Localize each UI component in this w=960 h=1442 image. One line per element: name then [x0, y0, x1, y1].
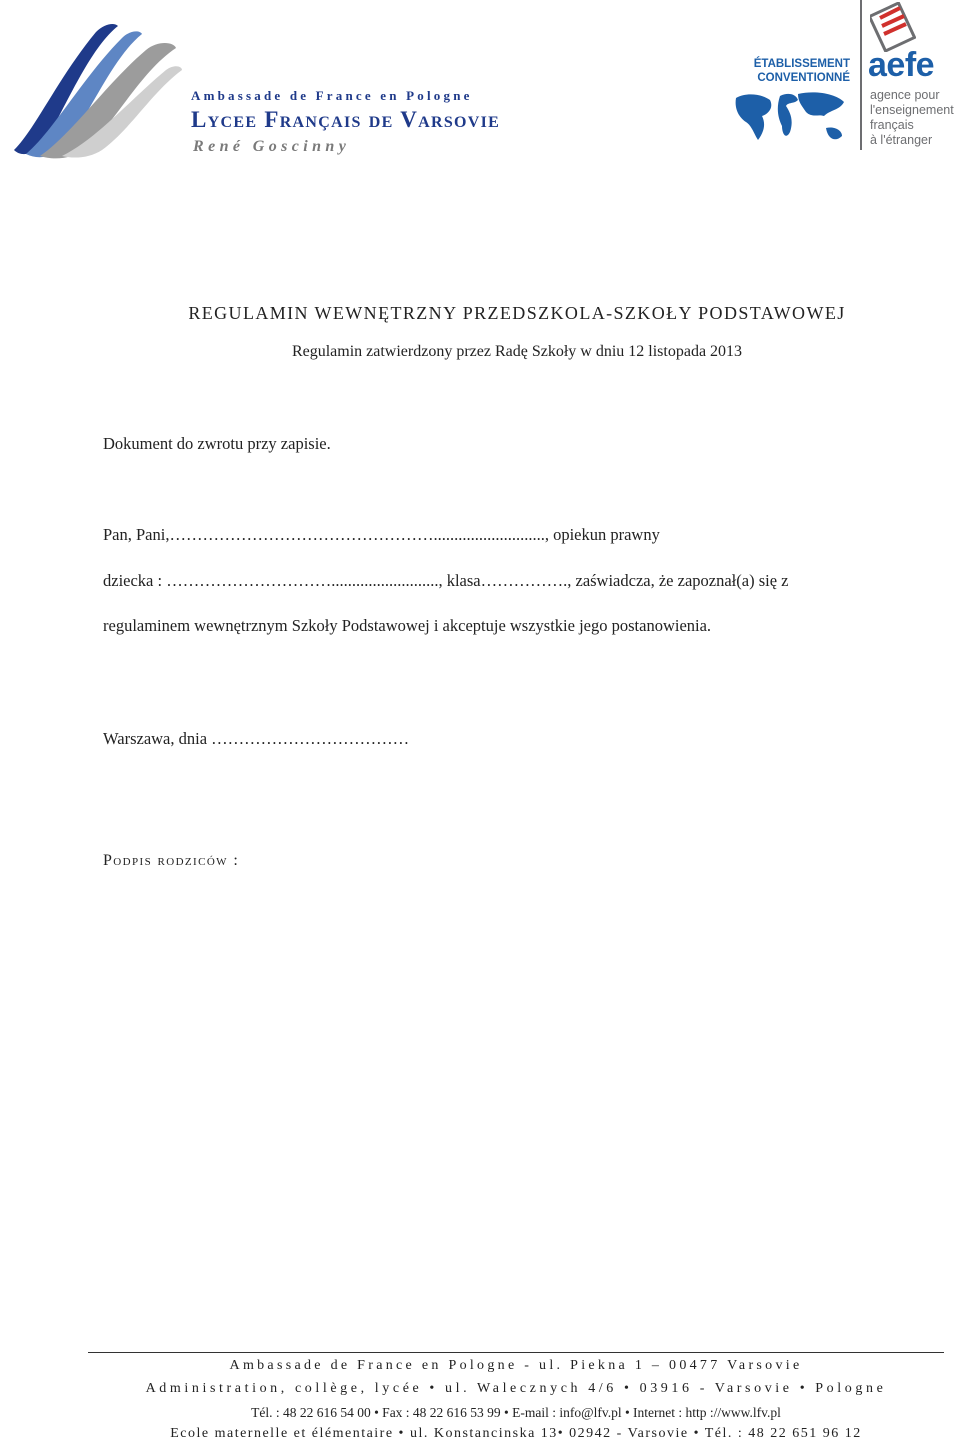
document-title: REGULAMIN WEWNĘTRZNY PRZEDSZKOLA-SZKOŁY PODSTAWOWEJ [188, 303, 846, 323]
aefe-tagline-1: agence pour [870, 88, 940, 102]
footer-embassy-address: Ambassade de France en Pologne - ul. Piekna 1 – 00477 Varsovie [229, 1358, 803, 1373]
aefe-badge-line1: ÉTABLISSEMENT [753, 58, 850, 70]
declaration-line-1: Pan, Pani,…………………………………………..........................., opiekun prawny [103, 525, 660, 544]
header-school-name: Lycee Français de Varsovie [191, 107, 501, 132]
aefe-brand: aefe [868, 46, 935, 84]
declaration-line-2: dziecka : ………………………….........................., klasa……………., zaświadcza, że zapoznał(a) się z [103, 571, 789, 590]
aefe-logo [728, 0, 960, 160]
aefe-tagline-2: l'enseignement [870, 103, 954, 117]
world-map-icon [732, 88, 850, 154]
return-note: Dokument do zwrotu przy zapisie. [103, 434, 331, 453]
aefe-tagline-4: à l'étranger [870, 133, 933, 147]
declaration-line-3: regulaminem wewnętrznym Szkoły Podstawowej i akceptuje wszystkie jego postanowienia. [103, 616, 712, 635]
header-patron: René Goscinny [193, 138, 351, 155]
signature-label: Podpis rodziców : [103, 852, 240, 869]
footer-primary-school: Ecole maternelle et élémentaire • ul. Konstancinska 13• 02942 - Varsovie • Tél. : 48 22 651 96 12 [170, 1426, 862, 1441]
aefe-badge-line2: CONVENTIONNÉ [757, 72, 850, 84]
lycee-logo [6, 18, 184, 160]
date-line: Warszawa, dnia ……………………………… [103, 729, 410, 748]
footer-contact: Tél. : 48 22 616 54 00 • Fax : 48 22 616 53 99 • E-mail : info@lfv.pl • Internet : http ://www.lfv.pl [251, 1405, 781, 1420]
aefe-tagline-3: français [870, 118, 914, 132]
footer-admin-address: Administration, collège, lycée • ul. Walecznych 4/6 • 03916 - Varsovie • Pologne [145, 1381, 887, 1396]
header-embassy: Ambassade de France en Pologne [191, 88, 473, 103]
footer-divider [88, 1352, 944, 1353]
aefe-divider [860, 0, 862, 150]
document-subtitle: Regulamin zatwierdzony przez Radę Szkoły w dniu 12 listopada 2013 [291, 343, 743, 360]
aefe-emblem-icon [870, 2, 916, 52]
